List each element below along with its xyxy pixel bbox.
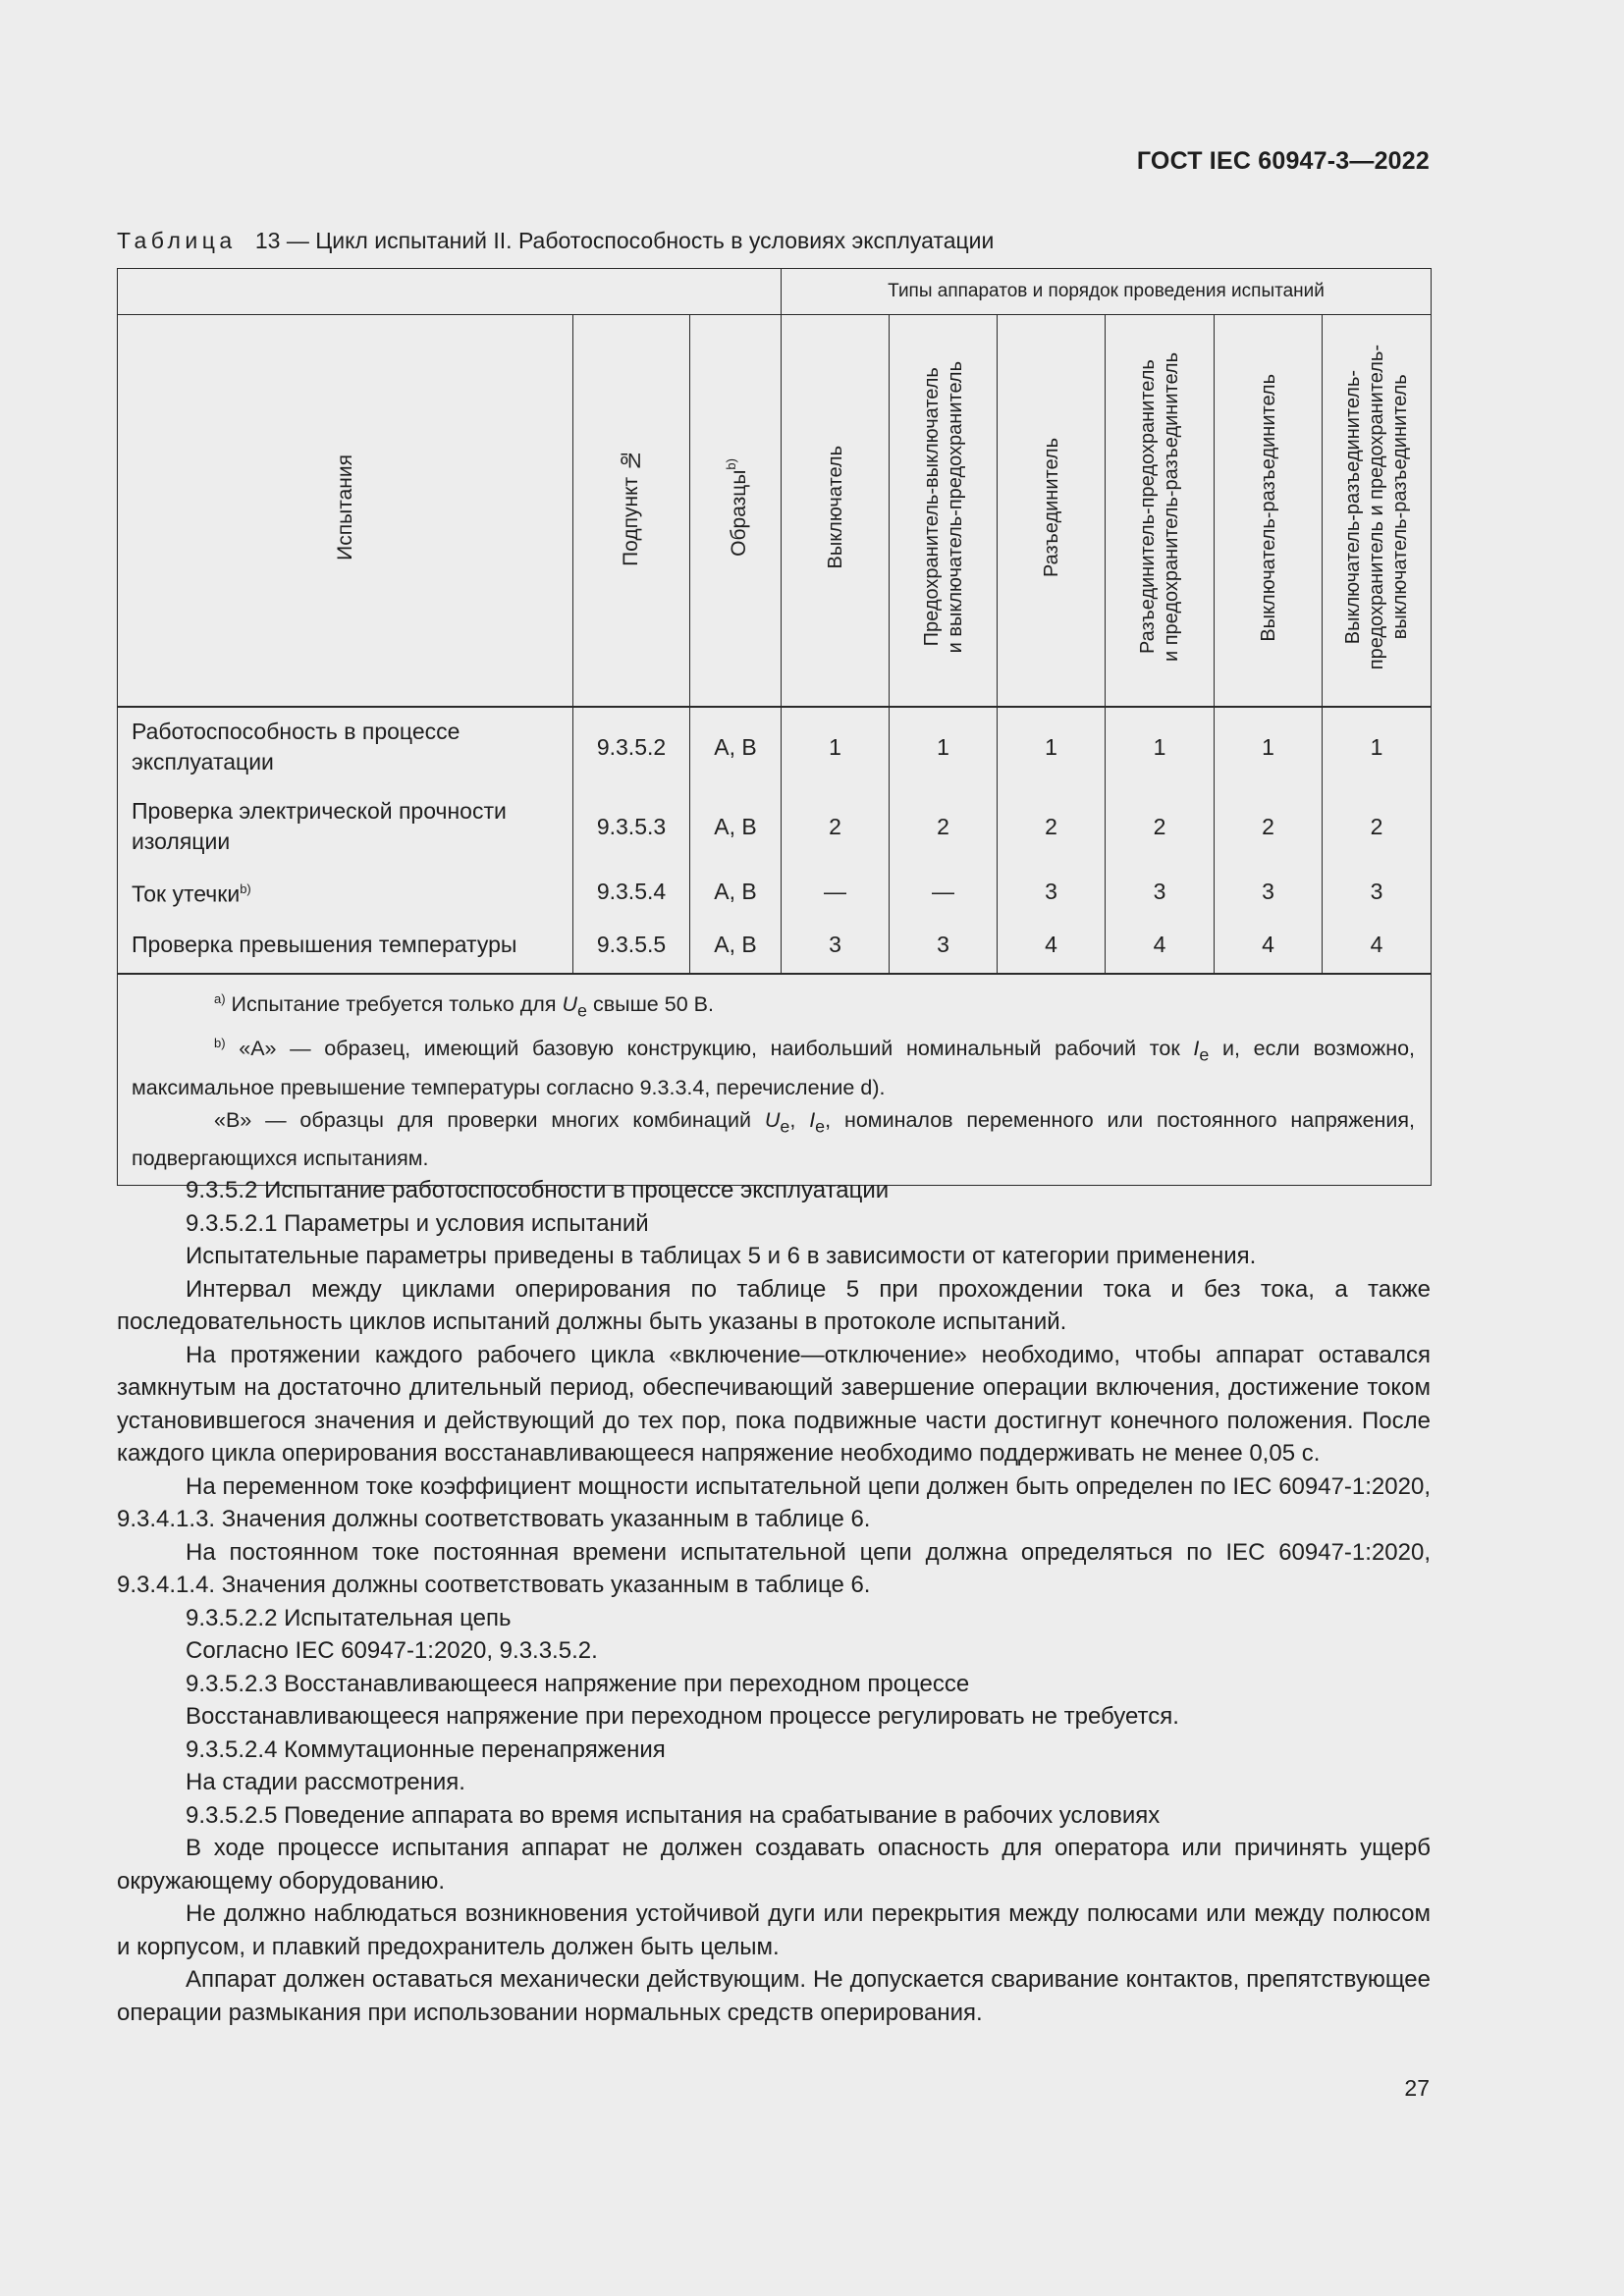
paragraph: Испытательные параметры приведены в таблицах 5 и 6 в зависимости от категории применения. bbox=[186, 1243, 1257, 1269]
section-heading: 9.3.5.2.1 Параметры и условия испытаний bbox=[186, 1209, 649, 1237]
col-header-switch-disconnector-label: Выключатель-разъединитель bbox=[1257, 373, 1279, 642]
row-subclause: 9.3.5.2 bbox=[573, 707, 690, 786]
col-header-switch-disconnector bbox=[1215, 315, 1323, 708]
paragraph: Интервал между циклами оперирования по таблице 5 при прохождении тока и без тока, а также последовательность циклов испытаний должны быть указаны в протоколе испытаний. bbox=[117, 1275, 1431, 1335]
row-value: — bbox=[890, 867, 998, 916]
row-value: 1 bbox=[1106, 707, 1215, 786]
page-number: 27 bbox=[1404, 2075, 1430, 2101]
row-value: 3 bbox=[782, 916, 890, 974]
col-header-fuse-switch-label: Предохранитель-выключатель и выключатель-предохранитель bbox=[920, 361, 966, 654]
row-value: 3 bbox=[998, 867, 1106, 916]
row-value: 3 bbox=[1323, 867, 1432, 916]
row-value: 2 bbox=[1106, 786, 1215, 867]
col-header-samples bbox=[690, 315, 782, 708]
table-row bbox=[118, 867, 1432, 916]
col-header-switch-disconnector-fuse bbox=[1323, 315, 1432, 708]
col-header-disconnector-fuse-label: Разъединитель-предохранитель и предохранитель-разъединитель bbox=[1137, 352, 1183, 663]
row-value: 4 bbox=[1106, 916, 1215, 974]
footnote-b: $^{b)}$ «А» — образец, имеющий базовую конструкцию, наибольший номинальный рабочий ток $I_e$ и, если возможно, максимальное превышение температуры согласно 9.3.3.4, перечисление d). bbox=[132, 1036, 1416, 1099]
col-header-tests bbox=[118, 315, 573, 708]
section-heading: 9.3.5.2.5 Поведение аппарата во время испытания на срабатывание в рабочих условиях bbox=[186, 1801, 1161, 1829]
paragraph: На протяжении каждого рабочего цикла «включение—отключение» необходимо, чтобы аппарат оставался замкнутым на достаточно длительный период, обеспечивающий завершение операции включения, достижение током установившегося значения и действующий до тех пор, пока подвижные части достигнут конечного положения. После каждого цикла оперирования восстанавливающееся напряжение необходимо поддерживать не менее 0,05 с. bbox=[117, 1341, 1431, 1467]
row-test-name: Проверка электрической прочности изоляции bbox=[118, 786, 573, 867]
paragraph: На переменном токе коэффициент мощности испытательной цепи должен быть определен по IEC 60947-1:2020, 9.3.4.1.3. Значения должны соответствовать указанным в таблице 6. bbox=[117, 1472, 1431, 1532]
body-text bbox=[117, 1174, 1431, 2029]
test-sequence-table bbox=[117, 268, 1432, 1186]
footnote-b-continued: «В» — образцы для проверки многих комбинаций $U_e$, $I_e$, номиналов переменного или постоянного напряжения, подвергающихся испытаниям. bbox=[132, 1107, 1416, 1171]
row-value: 1 bbox=[1215, 707, 1323, 786]
col-header-disconnector bbox=[998, 315, 1106, 708]
row-value: 2 bbox=[782, 786, 890, 867]
paragraph: Аппарат должен оставаться механически действующим. Не допускается сваривание контактов, препятствующее операции размыкания при использовании нормальных средств оперирования. bbox=[117, 1966, 1431, 2026]
paragraph: На постоянном токе постоянная времени испытательной цепи должна определяться по IEC 60947-1:2020, 9.3.4.1.4. Значения должны соответствовать указанным в таблице 6. bbox=[117, 1538, 1431, 1598]
row-value: 3 bbox=[890, 916, 998, 974]
device-types-header: Типы аппаратов и порядок проведения испытаний bbox=[782, 269, 1432, 315]
row-test-name: Проверка превышения температуры bbox=[118, 916, 573, 974]
col-header-fuse-switch bbox=[890, 315, 998, 708]
col-header-samples-label: Образцы$^{b)}$ bbox=[724, 458, 750, 557]
paragraph: Согласно IEC 60947-1:2020, 9.3.3.5.2. bbox=[186, 1637, 598, 1664]
row-value: 2 bbox=[1215, 786, 1323, 867]
standard-designation: ГОСТ IEC 60947-3—2022 bbox=[1136, 147, 1430, 175]
row-value: 4 bbox=[1323, 916, 1432, 974]
col-header-subclause-label: Подпункт № bbox=[620, 449, 642, 566]
row-value: 1 bbox=[998, 707, 1106, 786]
section-heading: 9.3.5.2.2 Испытательная цепь bbox=[186, 1604, 512, 1631]
row-value: 1 bbox=[782, 707, 890, 786]
row-value: 1 bbox=[890, 707, 998, 786]
table-caption-label: Таблица bbox=[117, 228, 237, 253]
table-footnotes bbox=[118, 974, 1432, 1186]
col-header-switch-disconnector-fuse-label: Выключатель-разъединитель- предохранитель и предохранитель- выключатель-разъединитель bbox=[1342, 345, 1412, 670]
row-value: 1 bbox=[1323, 707, 1432, 786]
row-value: 4 bbox=[1215, 916, 1323, 974]
paragraph: В ходе процессе испытания аппарат не должен создавать опасность для оператора или причинять ущерб окружающему оборудованию. bbox=[117, 1835, 1431, 1895]
paragraph: Не должно наблюдаться возникновения устойчивой дуги или перекрытия между полюсами или между полюсом и корпусом, и плавкий предохранитель должен быть целым. bbox=[117, 1900, 1431, 1960]
row-samples: А, В bbox=[690, 867, 782, 916]
col-header-disconnector-label: Разъединитель bbox=[1040, 437, 1062, 578]
paragraph: Восстанавливающееся напряжение при переходном процессе регулировать не требуется. bbox=[186, 1703, 1179, 1730]
col-header-switch bbox=[782, 315, 890, 708]
row-test-name: Ток утечки$^{b)}$ bbox=[118, 867, 573, 916]
row-value: 3 bbox=[1215, 867, 1323, 916]
row-subclause: 9.3.5.5 bbox=[573, 916, 690, 974]
col-header-disconnector-fuse bbox=[1106, 315, 1215, 708]
row-samples: А, В bbox=[690, 916, 782, 974]
footnote-a: $^{a)}$ Испытание требуется только для $U_e$ свыше 50 В. bbox=[214, 991, 714, 1021]
col-header-switch-label: Выключатель bbox=[824, 446, 846, 569]
row-value: 2 bbox=[998, 786, 1106, 867]
row-samples: А, В bbox=[690, 786, 782, 867]
table-caption bbox=[117, 228, 994, 254]
section-heading: 9.3.5.2 Испытание работоспособности в процессе эксплуатации bbox=[186, 1177, 890, 1203]
row-test-name: Работоспособность в процессе эксплуатации bbox=[118, 707, 573, 786]
row-value: — bbox=[782, 867, 890, 916]
paragraph: На стадии рассмотрения. bbox=[186, 1769, 465, 1795]
row-subclause: 9.3.5.4 bbox=[573, 867, 690, 916]
table-row bbox=[118, 786, 1432, 867]
table-row bbox=[118, 707, 1432, 786]
section-heading: 9.3.5.2.3 Восстанавливающееся напряжение при переходном процессе bbox=[186, 1670, 970, 1697]
row-samples: А, В bbox=[690, 707, 782, 786]
col-header-tests-label: Испытания bbox=[333, 454, 356, 561]
table-corner-cell bbox=[118, 269, 782, 315]
col-header-subclause bbox=[573, 315, 690, 708]
table-caption-text: 13 — Цикл испытаний II. Работоспособность в условиях эксплуатации bbox=[254, 228, 995, 253]
section-heading: 9.3.5.2.4 Коммутационные перенапряжения bbox=[186, 1735, 666, 1763]
row-subclause: 9.3.5.3 bbox=[573, 786, 690, 867]
row-value: 3 bbox=[1106, 867, 1215, 916]
row-value: 2 bbox=[1323, 786, 1432, 867]
row-value: 2 bbox=[890, 786, 998, 867]
row-value: 4 bbox=[998, 916, 1106, 974]
table-row bbox=[118, 916, 1432, 974]
